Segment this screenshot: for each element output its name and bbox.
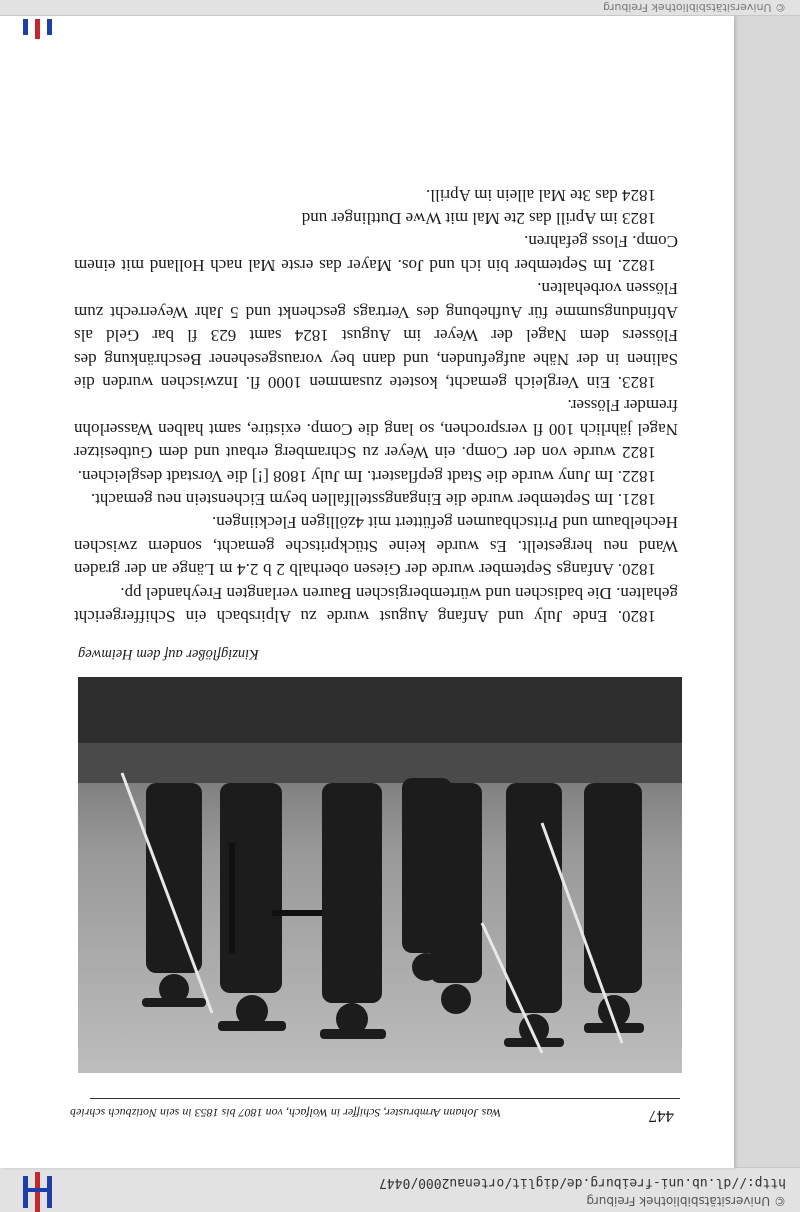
scanned-page: [0, 16, 734, 1168]
paragraph: 1821. Im September wurde die Eingangsstellfallen beym Eichenstein neu gemacht.: [90, 489, 656, 509]
paragraph: 1823 im Aprill das 2te Mal mit Wwe Duttlinger und: [301, 209, 656, 229]
paragraph: 1823. Ein Vergleich gemacht, kostete zusammen 1000 fl. Inzwischen wurden die Salinen in der Nähe aufgefunden, und dann bey vorausgesehener Beschränkung des Flössers dem Nagel der Weyer im August 1824 samt 623 fl bar Geld als Abfindungsumme für Aufhebung des Vertrags geschenkt und 5 Jahr Weyerrecht zum Flössen vorbehalten.: [74, 279, 678, 392]
page-number: 447: [648, 1107, 674, 1126]
running-header: [70, 1102, 674, 1126]
viewer-bottom-bar: [0, 0, 800, 16]
library-logo-icon: [16, 19, 60, 39]
paragraph: 1822. Im September bin ich und Jos. Mayer das erste Mal nach Holland mit einem Comp. Floss gefahren.: [74, 232, 678, 275]
paragraph: 1824 das 3te Mal allein im Aprill.: [426, 185, 656, 205]
running-title: Was Johann Armbruster, Schiffer in Wolfach, von 1807 bis 1853 in sein Notizbuch schrieb: [70, 1106, 502, 1120]
paragraph: 1820. Anfangs September wurde der Giesen oberhalb 2 b 2.4 m Länge an der graden Wand neu hergestellt. Es wurde keine Stückpritsche gemacht, sondern zwischen Hechelbaum und Pritschbaumen gefüttert mit 4zölligen Fleckiingen.: [74, 513, 678, 580]
library-logo-icon: [16, 1172, 60, 1212]
paragraph: 1820. Ende July und Anfang August wurde zu Alpirsbach ein Schiffergericht gehalten. Die badischen und würtembergischen Bauren verlangten Freyhandel pp.: [74, 583, 678, 626]
viewer-top-bar: [0, 1167, 800, 1212]
body-text: [74, 183, 678, 628]
header-rule: [90, 1098, 680, 1099]
copyright-text: © Universitätsbibliothek Freiburg: [586, 1194, 786, 1208]
bottom-copyright: © Universitätsbibliothek Freiburg: [603, 1, 786, 14]
historic-photo: [78, 677, 682, 1073]
paragraph: 1822 wurde von der Comp. ein Weyer zu Schramberg erbaut und dem Gutbesitzer Nagel jährlich 100 fl versprochen, so lang die Comp. existire, samt halben Wasserlohn fremder Flösser.: [74, 396, 678, 463]
photo-caption: Kinzigflößer auf dem Heimweg: [78, 646, 259, 662]
source-url[interactable]: http://dl.ub.uni-freiburg.de/diglit/ortenau2000/0447: [379, 1175, 786, 1190]
paragraph: 1822. Im Juny wurde die Stadt gepflastert. Im July 1808 [!] die Vorstadt desgleichen.: [77, 466, 656, 486]
